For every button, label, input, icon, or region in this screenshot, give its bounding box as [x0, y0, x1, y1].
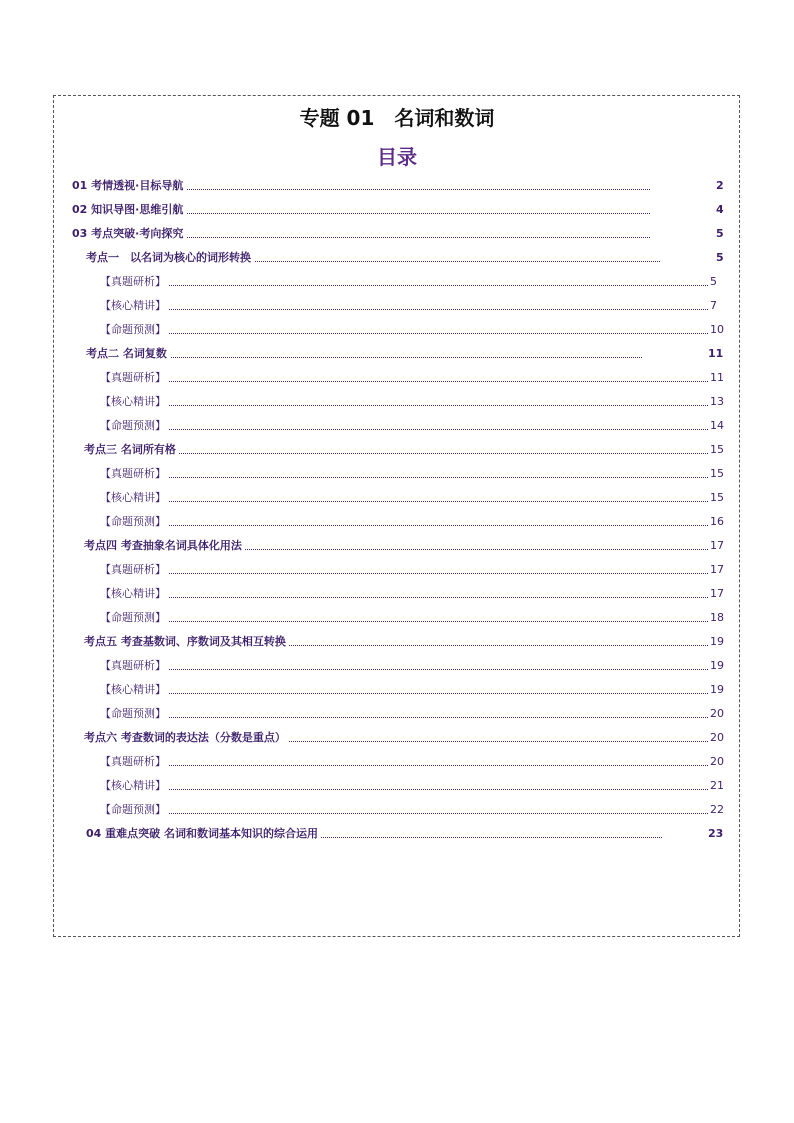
toc-entry-label: 【真题研析】 [100, 273, 169, 291]
toc-entry-page-number: 20 [708, 753, 724, 771]
toc-entry-page-number: 5 [714, 225, 724, 243]
toc-entry-page-number: 4 [714, 201, 724, 219]
toc-entry-page-number: 19 [708, 633, 724, 651]
toc-entry-page-number: 20 [708, 705, 724, 723]
toc-entry-page-number: 15 [708, 489, 724, 507]
toc-entry[interactable] [0, 657, 794, 675]
toc-dot-leader [104, 381, 708, 382]
toc-dot-leader [104, 813, 708, 814]
toc-dot-leader [104, 789, 708, 790]
toc-entry-label: 【真题研析】 [100, 753, 169, 771]
toc-entry-label: 【真题研析】 [100, 369, 169, 387]
toc-entry-page-number: 15 [708, 465, 724, 483]
toc-entry-page-number: 5 [708, 273, 717, 291]
toc-entry[interactable] [0, 177, 794, 195]
toc-entry-label: 【真题研析】 [100, 657, 169, 675]
toc-entry-label: 【命题预测】 [100, 609, 169, 627]
toc-dot-leader [104, 333, 708, 334]
toc-entry-label: 考点一 以名词为核心的词形转换 [86, 249, 254, 267]
toc-entry[interactable] [0, 369, 794, 387]
toc-entry[interactable] [0, 729, 794, 747]
toc-entry-label: 【命题预测】 [100, 321, 169, 339]
toc-dot-leader [104, 621, 708, 622]
toc-entry-page-number: 23 [706, 825, 723, 843]
toc-entry[interactable] [0, 465, 794, 483]
toc-dot-leader [104, 429, 708, 430]
toc-entry-label: 考点三 名词所有格 [84, 441, 179, 459]
toc-entry-page-number: 11 [708, 369, 724, 387]
toc-entry-label: 考点五 考查基数词、序数词及其相互转换 [84, 633, 289, 651]
toc-entry-label: 考点六 考查数词的表达法（分数是重点） [84, 729, 289, 747]
toc-entry-label: 【命题预测】 [100, 801, 169, 819]
toc-entry-label: 【真题研析】 [100, 561, 169, 579]
toc-entry[interactable] [0, 201, 794, 219]
toc-entry[interactable] [0, 441, 794, 459]
toc-entry-page-number: 22 [708, 801, 724, 819]
toc-entry-label: 01 考情透视·目标导航 [72, 177, 186, 195]
toc-entry[interactable] [0, 273, 794, 291]
toc-entry-label: 【命题预测】 [100, 513, 169, 531]
toc-entry-page-number: 15 [708, 441, 724, 459]
toc-entry-label: 考点二 名词复数 [86, 345, 170, 363]
toc-dot-leader [104, 525, 708, 526]
toc-entry-page-number: 20 [708, 729, 724, 747]
toc-entry[interactable] [0, 585, 794, 603]
toc-entry[interactable] [0, 513, 794, 531]
toc-entry-label: 04 重难点突破 名词和数词基本知识的综合运用 [86, 825, 321, 843]
toc-entry[interactable] [0, 393, 794, 411]
toc-heading: 目录 [377, 145, 417, 169]
toc-dot-leader [104, 309, 708, 310]
document-title: 专题 01 名词和数词 [299, 106, 495, 130]
toc-dot-leader [104, 501, 708, 502]
toc-entry[interactable] [0, 681, 794, 699]
toc-entry[interactable] [0, 345, 794, 363]
toc-entry-page-number: 19 [708, 657, 724, 675]
toc-dot-leader [104, 693, 708, 694]
toc-entry-page-number: 14 [708, 417, 724, 435]
toc-entry[interactable] [0, 825, 794, 843]
toc-dot-leader [104, 573, 708, 574]
toc-entry-page-number: 7 [708, 297, 717, 315]
toc-entry-label: 【命题预测】 [100, 417, 169, 435]
toc-entry[interactable] [0, 297, 794, 315]
toc-entry-page-number: 17 [708, 585, 724, 603]
toc-entry-page-number: 5 [714, 249, 724, 267]
toc-entry-label: 考点四 考查抽象名词具体化用法 [84, 537, 245, 555]
toc-dot-leader [104, 405, 708, 406]
toc-entry-page-number: 16 [708, 513, 724, 531]
toc-entry-label: 【核心精讲】 [100, 393, 169, 411]
toc-entry-page-number: 21 [708, 777, 724, 795]
toc-entry[interactable] [0, 633, 794, 651]
toc-entry[interactable] [0, 777, 794, 795]
toc-entry-label: 【核心精讲】 [100, 777, 169, 795]
toc-entry[interactable] [0, 321, 794, 339]
toc-entry-label: 02 知识导图·思维引航 [72, 201, 186, 219]
toc-entry-label: 【核心精讲】 [100, 585, 169, 603]
toc-entry[interactable] [0, 561, 794, 579]
toc-entry[interactable] [0, 489, 794, 507]
toc-entry[interactable] [0, 801, 794, 819]
toc-entry-label: 【核心精讲】 [100, 681, 169, 699]
toc-dot-leader [104, 597, 708, 598]
toc-dot-leader [104, 765, 708, 766]
toc-entry[interactable] [0, 705, 794, 723]
toc-dot-leader [90, 357, 642, 358]
toc-entry[interactable] [0, 537, 794, 555]
toc-entry[interactable] [0, 609, 794, 627]
toc-entry[interactable] [0, 417, 794, 435]
toc-entry-label: 【核心精讲】 [100, 297, 169, 315]
toc-dot-leader [104, 285, 708, 286]
toc-entry-label: 03 考点突破·考向探究 [72, 225, 186, 243]
toc-entry-label: 【命题预测】 [100, 705, 169, 723]
toc-entry-label: 【真题研析】 [100, 465, 169, 483]
toc-entry-page-number: 18 [708, 609, 724, 627]
toc-entry-page-number: 11 [706, 345, 723, 363]
toc-entry[interactable] [0, 225, 794, 243]
toc-dot-leader [88, 453, 708, 454]
toc-entry-page-number: 13 [708, 393, 724, 411]
toc-entry[interactable] [0, 249, 794, 267]
toc-entry-page-number: 17 [708, 561, 724, 579]
toc-entry[interactable] [0, 753, 794, 771]
toc-entry-page-number: 2 [714, 177, 724, 195]
toc-dot-leader [104, 477, 708, 478]
toc-dot-leader [104, 717, 708, 718]
toc-entry-label: 【核心精讲】 [100, 489, 169, 507]
toc-entry-page-number: 19 [708, 681, 724, 699]
toc-entry-page-number: 17 [708, 537, 724, 555]
toc-dot-leader [104, 669, 708, 670]
toc-entry-page-number: 10 [708, 321, 724, 339]
